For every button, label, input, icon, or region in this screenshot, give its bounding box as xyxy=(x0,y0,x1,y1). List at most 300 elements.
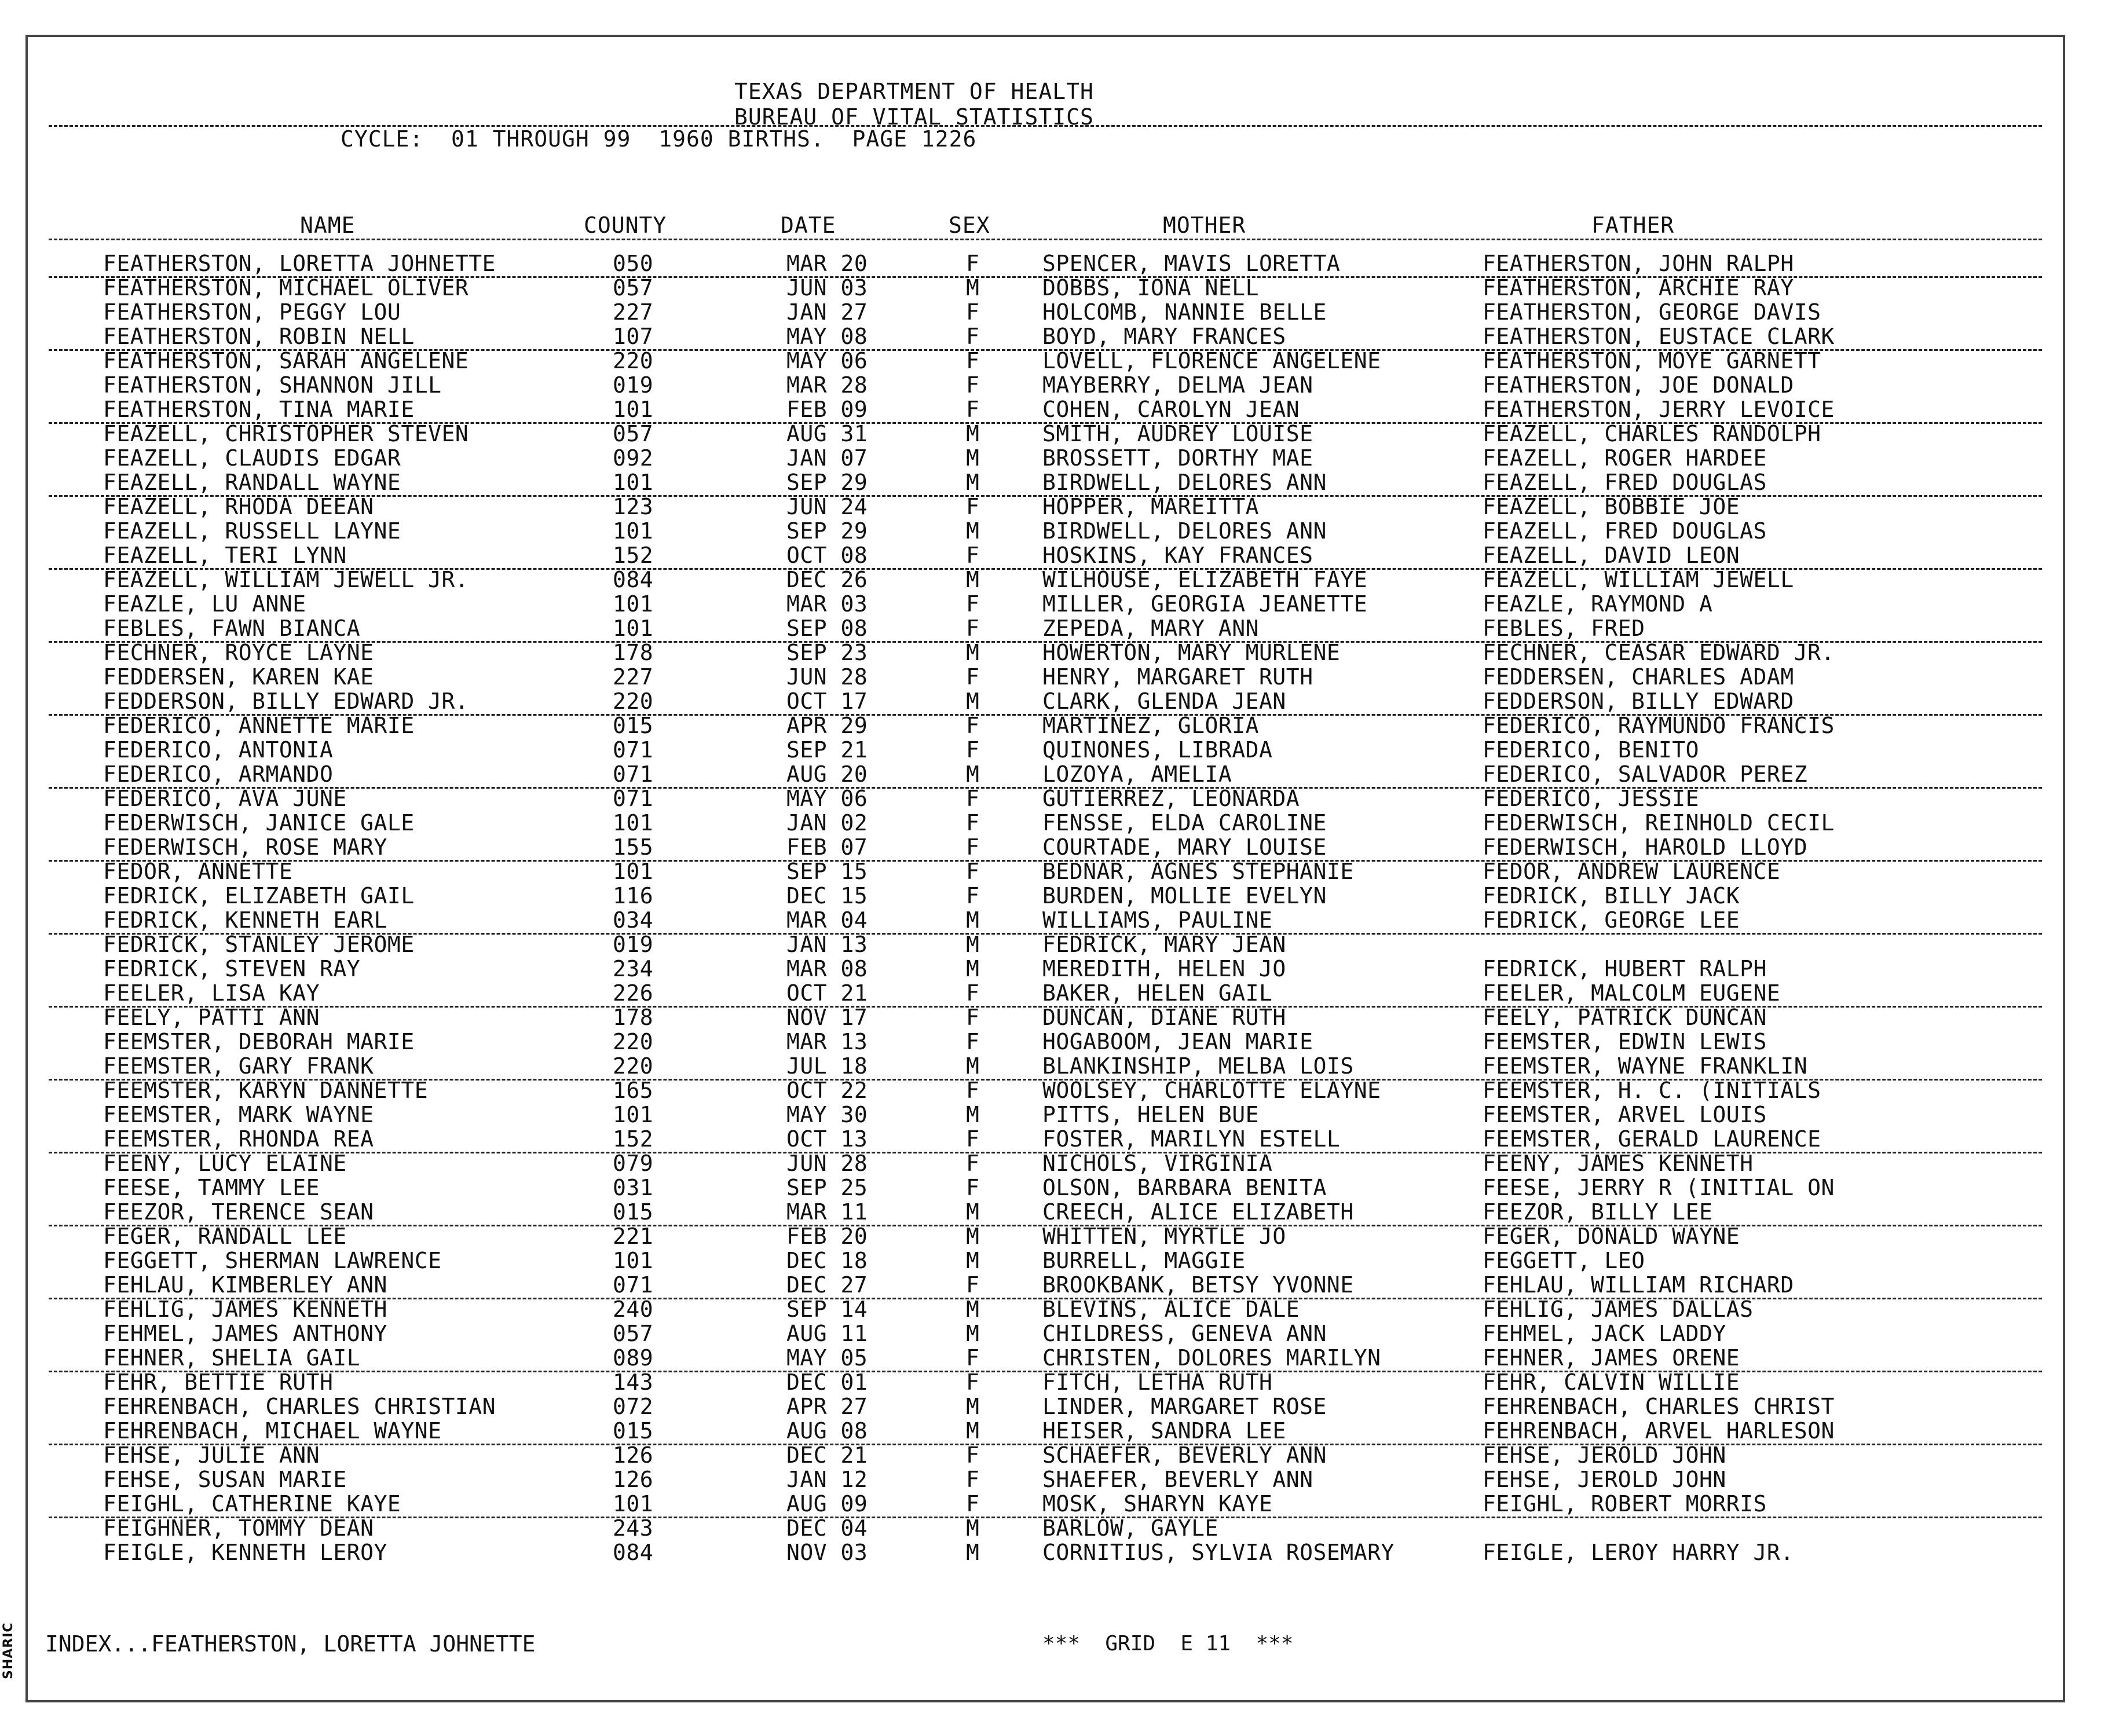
cell-father: FEEMSTER, H. C. (INITIALS xyxy=(1483,1078,1821,1103)
cell-county: 089 xyxy=(613,1345,654,1371)
cell-date: MAR 20 xyxy=(786,251,868,276)
cell-date: DEC 04 xyxy=(786,1515,868,1541)
cell-date: MAR 04 xyxy=(786,907,868,933)
grid-reference: *** GRID E 11 *** xyxy=(1042,1632,1294,1656)
table-row xyxy=(28,1443,2063,1467)
cell-mother: LINDER, MARGARET ROSE xyxy=(1042,1394,1327,1419)
cell-county: 220 xyxy=(613,688,654,714)
cell-name: FEDRICK, KENNETH EARL xyxy=(103,907,387,933)
table-row xyxy=(28,786,2063,811)
cell-name: FEEMSTER, GARY FRANK xyxy=(103,1053,374,1079)
cell-mother: MOSK, SHARYN KAYE xyxy=(1042,1491,1273,1517)
cell-father: FEHLAU, WILLIAM RICHARD xyxy=(1483,1272,1794,1298)
cell-sex: F xyxy=(966,348,980,373)
cell-date: OCT 17 xyxy=(786,688,868,714)
cell-mother: BOYD, MARY FRANCES xyxy=(1042,324,1286,349)
cell-mother: WHITTEN, MYRTLE JO xyxy=(1042,1224,1286,1249)
cell-county: 034 xyxy=(613,907,654,933)
cell-father: FEAZELL, FRED DOUGLAS xyxy=(1483,518,1767,544)
table-row xyxy=(28,981,2063,1005)
cell-date: NOV 03 xyxy=(786,1540,868,1565)
cell-sex: F xyxy=(966,1005,980,1030)
cell-mother: FENSSE, ELDA CAROLINE xyxy=(1042,810,1327,836)
cell-mother: BAKER, HELEN GAIL xyxy=(1042,980,1273,1006)
birth-records-list xyxy=(28,251,2063,1565)
cell-name: FEDERWISCH, JANICE GALE xyxy=(103,810,415,836)
cell-sex: M xyxy=(966,1102,980,1127)
cell-name: FEDERWISCH, ROSE MARY xyxy=(103,834,387,860)
cell-county: 243 xyxy=(613,1515,654,1541)
table-row xyxy=(28,957,2063,981)
cell-mother: HOPPER, MAREITTA xyxy=(1042,494,1260,519)
column-header-sex: SEX xyxy=(949,213,990,238)
cell-sex: M xyxy=(966,640,980,665)
cell-father: FEAZELL, FRED DOUGLAS xyxy=(1483,470,1767,495)
cell-sex: M xyxy=(966,1321,980,1346)
table-row xyxy=(28,324,2063,349)
cell-mother: HOWERTON, MARY MURLENE xyxy=(1042,640,1341,665)
table-row xyxy=(28,1370,2063,1394)
cell-date: AUG 31 xyxy=(786,421,868,446)
table-row xyxy=(28,592,2063,616)
table-row xyxy=(28,932,2063,957)
cell-county: 101 xyxy=(613,810,654,836)
cell-sex: M xyxy=(966,1248,980,1273)
cell-father: FEAZELL, DAVID LEON xyxy=(1483,543,1740,568)
table-row xyxy=(28,1175,2063,1200)
cell-father: FEDERWISCH, HAROLD LLOYD xyxy=(1483,834,1808,860)
cell-county: 015 xyxy=(613,713,654,738)
cell-father: FEEMSTER, WAYNE FRANKLIN xyxy=(1483,1053,1808,1079)
table-row xyxy=(28,1467,2063,1492)
cell-date: JUN 03 xyxy=(786,275,868,301)
table-row xyxy=(28,908,2063,932)
cell-sex: M xyxy=(966,567,980,592)
cell-sex: F xyxy=(966,859,980,884)
cell-father: FEAZELL, BOBBIE JOE xyxy=(1483,494,1740,519)
cell-father: FEAZELL, ROGER HARDEE xyxy=(1483,445,1767,471)
cell-date: SEP 25 xyxy=(786,1175,868,1200)
cell-county: 221 xyxy=(613,1224,654,1249)
cell-father: FEDOR, ANDREW LAURENCE xyxy=(1483,859,1781,884)
cell-county: 072 xyxy=(613,1394,654,1419)
table-row xyxy=(28,859,2063,884)
cell-sex: M xyxy=(966,1540,980,1565)
cell-name: FEELY, PATTI ANN xyxy=(103,1005,320,1030)
cell-county: 227 xyxy=(613,664,654,690)
cell-date: MAR 08 xyxy=(786,956,868,981)
cell-county: 015 xyxy=(613,1199,654,1225)
department-title: TEXAS DEPARTMENT OF HEALTH xyxy=(734,79,1094,104)
cell-county: 107 xyxy=(613,324,654,349)
table-row xyxy=(28,1419,2063,1443)
cell-mother: CREECH, ALICE ELIZABETH xyxy=(1042,1199,1354,1225)
table-row xyxy=(28,1516,2063,1540)
cell-father: FEDDERSEN, CHARLES ADAM xyxy=(1483,664,1794,690)
cell-sex: M xyxy=(966,1515,980,1541)
cell-mother: DOBBS, IONA NELL xyxy=(1042,275,1260,301)
cell-name: FEHRENBACH, CHARLES CHRISTIAN xyxy=(103,1394,496,1419)
cell-mother: BURDEN, MOLLIE EVELYN xyxy=(1042,883,1327,909)
cell-county: 143 xyxy=(613,1369,654,1395)
cell-father: FEATHERSTON, JERRY LEVOICE xyxy=(1483,397,1835,422)
cell-county: 101 xyxy=(613,1102,654,1127)
table-row xyxy=(28,397,2063,422)
cell-name: FEDDERSEN, KAREN KAE xyxy=(103,664,374,690)
cell-father: FEDERWISCH, REINHOLD CECIL xyxy=(1483,810,1835,836)
cell-county: 071 xyxy=(613,786,654,811)
cell-sex: F xyxy=(966,494,980,519)
cell-sex: F xyxy=(966,1151,980,1176)
cell-name: FEDRICK, STEVEN RAY xyxy=(103,956,361,981)
cell-sex: F xyxy=(966,1126,980,1152)
cell-name: FEAZELL, WILLIAM JEWELL JR. xyxy=(103,567,469,592)
cell-county: 220 xyxy=(613,348,654,373)
cell-county: 084 xyxy=(613,1540,654,1565)
table-row xyxy=(28,1078,2063,1103)
cell-name: FEHLAU, KIMBERLEY ANN xyxy=(103,1272,387,1298)
cell-county: 071 xyxy=(613,761,654,787)
cell-sex: M xyxy=(966,688,980,714)
cell-mother: MARTINEZ, GLORIA xyxy=(1042,713,1260,738)
cell-father: FEDDERSON, BILLY EDWARD xyxy=(1483,688,1794,714)
cell-mother: WILHOUSE, ELIZABETH FAYE xyxy=(1042,567,1368,592)
cell-county: 101 xyxy=(613,518,654,544)
table-row xyxy=(28,567,2063,592)
cell-date: JUL 18 xyxy=(786,1053,868,1079)
cell-father: FEATHERSTON, JOE DONALD xyxy=(1483,372,1794,398)
cell-date: MAY 06 xyxy=(786,786,868,811)
cell-name: FEEMSTER, RHONDA REA xyxy=(103,1126,374,1152)
cell-father: FEEZOR, BILLY LEE xyxy=(1483,1199,1713,1225)
table-row xyxy=(28,446,2063,470)
cell-father: FEIGLE, LEROY HARRY JR. xyxy=(1483,1540,1794,1565)
cell-mother: HOGABOOM, JEAN MARIE xyxy=(1042,1029,1313,1054)
cell-county: 057 xyxy=(613,1321,654,1346)
table-row xyxy=(28,422,2063,446)
cell-name: FEIGHNER, TOMMY DEAN xyxy=(103,1515,374,1541)
column-header-date: DATE xyxy=(781,213,836,238)
cell-father: FEDERICO, RAYMUNDO FRANCIS xyxy=(1483,713,1835,738)
cell-mother: FEDRICK, MARY JEAN xyxy=(1042,932,1286,957)
cell-date: SEP 21 xyxy=(786,737,868,763)
cell-county: 092 xyxy=(613,445,654,471)
cell-sex: F xyxy=(966,1345,980,1371)
cell-sex: F xyxy=(966,1442,980,1468)
table-row xyxy=(28,300,2063,324)
cell-county: 101 xyxy=(613,1491,654,1517)
cell-name: FEATHERSTON, MICHAEL OLIVER xyxy=(103,275,469,301)
cell-date: JAN 12 xyxy=(786,1467,868,1492)
cell-sex: F xyxy=(966,372,980,398)
cell-mother: SPENCER, MAVIS LORETTA xyxy=(1042,251,1341,276)
table-row xyxy=(28,1394,2063,1419)
cell-mother: BARLOW, GAYLE xyxy=(1042,1515,1218,1541)
cell-father: FEGGETT, LEO xyxy=(1483,1248,1645,1273)
cell-father: FEHSE, JEROLD JOHN xyxy=(1483,1467,1726,1492)
cell-date: DEC 18 xyxy=(786,1248,868,1273)
cell-date: NOV 17 xyxy=(786,1005,868,1030)
cell-sex: F xyxy=(966,1272,980,1298)
cell-date: JAN 07 xyxy=(786,445,868,471)
cell-date: JAN 13 xyxy=(786,932,868,957)
table-row xyxy=(28,349,2063,373)
cell-father: FEHRENBACH, CHARLES CHRIST xyxy=(1483,1394,1835,1419)
cell-county: 152 xyxy=(613,1126,654,1152)
column-header-divider xyxy=(49,239,2042,240)
cell-mother: CHILDRESS, GENEVA ANN xyxy=(1042,1321,1327,1346)
cell-county: 031 xyxy=(613,1175,654,1200)
cell-mother: CLARK, GLENDA JEAN xyxy=(1042,688,1286,714)
cell-county: 101 xyxy=(613,591,654,617)
cell-mother: DUNCAN, DIANE RUTH xyxy=(1042,1005,1286,1030)
cell-date: MAR 13 xyxy=(786,1029,868,1054)
cell-sex: F xyxy=(966,980,980,1006)
cell-county: 101 xyxy=(613,859,654,884)
cell-sex: F xyxy=(966,834,980,860)
cell-county: 155 xyxy=(613,834,654,860)
cell-sex: F xyxy=(966,713,980,738)
cell-county: 071 xyxy=(613,737,654,763)
cell-date: DEC 26 xyxy=(786,567,868,592)
cell-name: FEGGETT, SHERMAN LAWRENCE xyxy=(103,1248,442,1273)
cell-sex: F xyxy=(966,591,980,617)
cell-father: FEAZLE, RAYMOND A xyxy=(1483,591,1713,617)
cell-father: FEHSE, JEROLD JOHN xyxy=(1483,1442,1726,1468)
cell-sex: F xyxy=(966,786,980,811)
cell-father: FEDERICO, JESSIE xyxy=(1483,786,1700,811)
cell-county: 019 xyxy=(613,372,654,398)
cell-county: 084 xyxy=(613,567,654,592)
cell-county: 101 xyxy=(613,397,654,422)
column-header-father: FATHER xyxy=(1591,213,1675,238)
cell-father: FEHMEL, JACK LADDY xyxy=(1483,1321,1726,1346)
table-row xyxy=(28,251,2063,276)
cell-sex: F xyxy=(966,251,980,276)
cell-father: FEELER, MALCOLM EUGENE xyxy=(1483,980,1781,1006)
cell-date: JAN 02 xyxy=(786,810,868,836)
cell-sex: M xyxy=(966,1053,980,1079)
cell-mother: HEISER, SANDRA LEE xyxy=(1042,1418,1286,1444)
cell-sex: F xyxy=(966,1467,980,1492)
cell-father: FEAZELL, CHARLES RANDOLPH xyxy=(1483,421,1821,446)
cell-name: FEIGHL, CATHERINE KAYE xyxy=(103,1491,401,1517)
cell-date: AUG 20 xyxy=(786,761,868,787)
cell-date: AUG 08 xyxy=(786,1418,868,1444)
cell-name: FEENY, LUCY ELAINE xyxy=(103,1151,347,1176)
table-row xyxy=(28,762,2063,786)
table-row xyxy=(28,543,2063,567)
cell-father: FEDRICK, BILLY JACK xyxy=(1483,883,1740,909)
cell-name: FEESE, TAMMY LEE xyxy=(103,1175,320,1200)
cell-name: FEAZELL, RUSSELL LAYNE xyxy=(103,518,401,544)
cell-sex: M xyxy=(966,1199,980,1225)
cell-name: FEHSE, JULIE ANN xyxy=(103,1442,320,1468)
cell-sex: F xyxy=(966,883,980,909)
table-row xyxy=(28,495,2063,519)
cell-mother: HENRY, MARGARET RUTH xyxy=(1042,664,1313,690)
cell-county: 101 xyxy=(613,470,654,495)
cell-mother: HOLCOMB, NANNIE BELLE xyxy=(1042,299,1327,325)
table-row xyxy=(28,1103,2063,1127)
cell-father: FEEMSTER, ARVEL LOUIS xyxy=(1483,1102,1767,1127)
cell-name: FEHR, BETTIE RUTH xyxy=(103,1369,334,1395)
table-row xyxy=(28,1346,2063,1370)
cell-mother: FITCH, LETHA RUTH xyxy=(1042,1369,1273,1395)
cell-sex: F xyxy=(966,664,980,690)
cell-name: FEDERICO, AVA JUNE xyxy=(103,786,347,811)
cell-date: DEC 27 xyxy=(786,1272,868,1298)
cell-mother: QUINONES, LIBRADA xyxy=(1042,737,1273,763)
cell-sex: F xyxy=(966,1029,980,1054)
cell-sex: F xyxy=(966,1175,980,1200)
cell-sex: M xyxy=(966,1418,980,1444)
cell-father: FEHLIG, JAMES DALLAS xyxy=(1483,1296,1754,1322)
cell-name: FEELER, LISA KAY xyxy=(103,980,320,1006)
cell-sex: M xyxy=(966,932,980,957)
cell-date: FEB 07 xyxy=(786,834,868,860)
cell-father: FEAZELL, WILLIAM JEWELL xyxy=(1483,567,1794,592)
table-row xyxy=(28,373,2063,397)
cell-county: 079 xyxy=(613,1151,654,1176)
cell-name: FEDERICO, ARMANDO xyxy=(103,761,334,787)
cell-date: AUG 09 xyxy=(786,1491,868,1517)
cell-date: OCT 22 xyxy=(786,1078,868,1103)
cell-county: 240 xyxy=(613,1296,654,1322)
cell-date: JUN 28 xyxy=(786,664,868,690)
cell-sex: F xyxy=(966,1078,980,1103)
cell-name: FEIGLE, KENNETH LEROY xyxy=(103,1540,387,1565)
cell-name: FEDOR, ANNETTE xyxy=(103,859,293,884)
cell-date: DEC 15 xyxy=(786,883,868,909)
cell-date: SEP 14 xyxy=(786,1296,868,1322)
cell-date: MAY 05 xyxy=(786,1345,868,1371)
cell-county: 226 xyxy=(613,980,654,1006)
table-row xyxy=(28,1321,2063,1346)
cell-name: FEATHERSTON, SARAH ANGELENE xyxy=(103,348,469,373)
cell-father: FECHNER, CEASAR EDWARD JR. xyxy=(1483,640,1835,665)
cell-mother: FOSTER, MARILYN ESTELL xyxy=(1042,1126,1341,1152)
cell-county: 057 xyxy=(613,421,654,446)
cell-county: 057 xyxy=(613,275,654,301)
cell-mother: BROOKBANK, BETSY YVONNE xyxy=(1042,1272,1354,1298)
cell-mother: SHAEFER, BEVERLY ANN xyxy=(1042,1467,1313,1492)
cell-sex: M xyxy=(966,1296,980,1322)
cell-father: FEELY, PATRICK DUNCAN xyxy=(1483,1005,1767,1030)
column-header-county: COUNTY xyxy=(584,213,667,238)
table-row xyxy=(28,884,2063,908)
cell-date: JUN 24 xyxy=(786,494,868,519)
cell-name: FEBLES, FAWN BIANCA xyxy=(103,616,361,641)
cell-date: SEP 23 xyxy=(786,640,868,665)
table-row xyxy=(28,1540,2063,1565)
cell-county: 050 xyxy=(613,251,654,276)
cell-father: FEENY, JAMES KENNETH xyxy=(1483,1151,1754,1176)
cell-date: DEC 21 xyxy=(786,1442,868,1468)
cell-county: 178 xyxy=(613,1005,654,1030)
table-row xyxy=(28,1151,2063,1175)
cell-mother: BIRDWELL, DELORES ANN xyxy=(1042,470,1327,495)
cell-father: FEEMSTER, EDWIN LEWIS xyxy=(1483,1029,1767,1054)
cell-name: FEDERICO, ANNETTE MARIE xyxy=(103,713,415,738)
cell-name: FEATHERSTON, LORETTA JOHNETTE xyxy=(103,251,496,276)
cell-father: FEATHERSTON, ARCHIE RAY xyxy=(1483,275,1794,301)
cell-sex: M xyxy=(966,761,980,787)
cell-county: 101 xyxy=(613,1248,654,1273)
table-row xyxy=(28,1200,2063,1224)
cell-county: 071 xyxy=(613,1272,654,1298)
cell-county: 116 xyxy=(613,883,654,909)
cell-date: FEB 20 xyxy=(786,1224,868,1249)
cell-father: FEDRICK, HUBERT RALPH xyxy=(1483,956,1767,981)
cell-date: FEB 09 xyxy=(786,397,868,422)
table-row xyxy=(28,1492,2063,1516)
cell-date: JUN 28 xyxy=(786,1151,868,1176)
cell-mother: BROSSETT, DORTHY MAE xyxy=(1042,445,1313,471)
cell-name: FEATHERSTON, PEGGY LOU xyxy=(103,299,401,325)
cell-name: FEDRICK, STANLEY JEROME xyxy=(103,932,415,957)
cell-mother: BLANKINSHIP, MELBA LOIS xyxy=(1042,1053,1354,1079)
cell-name: FEEZOR, TERENCE SEAN xyxy=(103,1199,374,1225)
table-row xyxy=(28,713,2063,738)
cell-father: FEATHERSTON, EUSTACE CLARK xyxy=(1483,324,1835,349)
cell-date: OCT 13 xyxy=(786,1126,868,1152)
cell-father: FEDERICO, SALVADOR PEREZ xyxy=(1483,761,1808,787)
cell-sex: F xyxy=(966,543,980,568)
cell-mother: SCHAEFER, BEVERLY ANN xyxy=(1042,1442,1327,1468)
cell-name: FEATHERSTON, SHANNON JILL xyxy=(103,372,442,398)
cell-county: 126 xyxy=(613,1467,654,1492)
cell-sex: F xyxy=(966,1491,980,1517)
document-page xyxy=(25,35,2065,1702)
cell-father: FEATHERSTON, GEORGE DAVIS xyxy=(1483,299,1821,325)
cell-father: FEESE, JERRY R (INITIAL ON xyxy=(1483,1175,1835,1200)
table-row xyxy=(28,1030,2063,1054)
cell-sex: M xyxy=(966,445,980,471)
cell-name: FECHNER, ROYCE LAYNE xyxy=(103,640,374,665)
cell-name: FEHRENBACH, MICHAEL WAYNE xyxy=(103,1418,442,1444)
cell-name: FEAZLE, LU ANNE xyxy=(103,591,306,617)
cell-father: FEATHERSTON, JOHN RALPH xyxy=(1483,251,1794,276)
cell-name: FEAZELL, CHRISTOPHER STEVEN xyxy=(103,421,469,446)
cell-sex: M xyxy=(966,518,980,544)
cell-county: 015 xyxy=(613,1418,654,1444)
table-row xyxy=(28,1054,2063,1078)
cell-name: FEEMSTER, KARYN DANNETTE xyxy=(103,1078,429,1103)
table-row xyxy=(28,811,2063,835)
cell-mother: MEREDITH, HELEN JO xyxy=(1042,956,1286,981)
cell-father: FEEMSTER, GERALD LAURENCE xyxy=(1483,1126,1821,1152)
cell-county: 227 xyxy=(613,299,654,325)
cell-county: 165 xyxy=(613,1078,654,1103)
cell-county: 220 xyxy=(613,1053,654,1079)
cell-sex: F xyxy=(966,324,980,349)
cell-mother: BURRELL, MAGGIE xyxy=(1042,1248,1246,1273)
cell-date: SEP 15 xyxy=(786,859,868,884)
cell-name: FEGER, RANDALL LEE xyxy=(103,1224,347,1249)
table-row xyxy=(28,1224,2063,1248)
cell-date: OCT 08 xyxy=(786,543,868,568)
cell-name: FEHSE, SUSAN MARIE xyxy=(103,1467,347,1492)
cell-sex: F xyxy=(966,616,980,641)
cell-mother: SMITH, AUDREY LOUISE xyxy=(1042,421,1313,446)
cell-mother: WILLIAMS, PAULINE xyxy=(1042,907,1273,933)
cell-county: 101 xyxy=(613,616,654,641)
cell-mother: NICHOLS, VIRGINIA xyxy=(1042,1151,1273,1176)
cell-date: MAY 30 xyxy=(786,1102,868,1127)
cell-sex: M xyxy=(966,1224,980,1249)
cell-date: SEP 29 xyxy=(786,470,868,495)
